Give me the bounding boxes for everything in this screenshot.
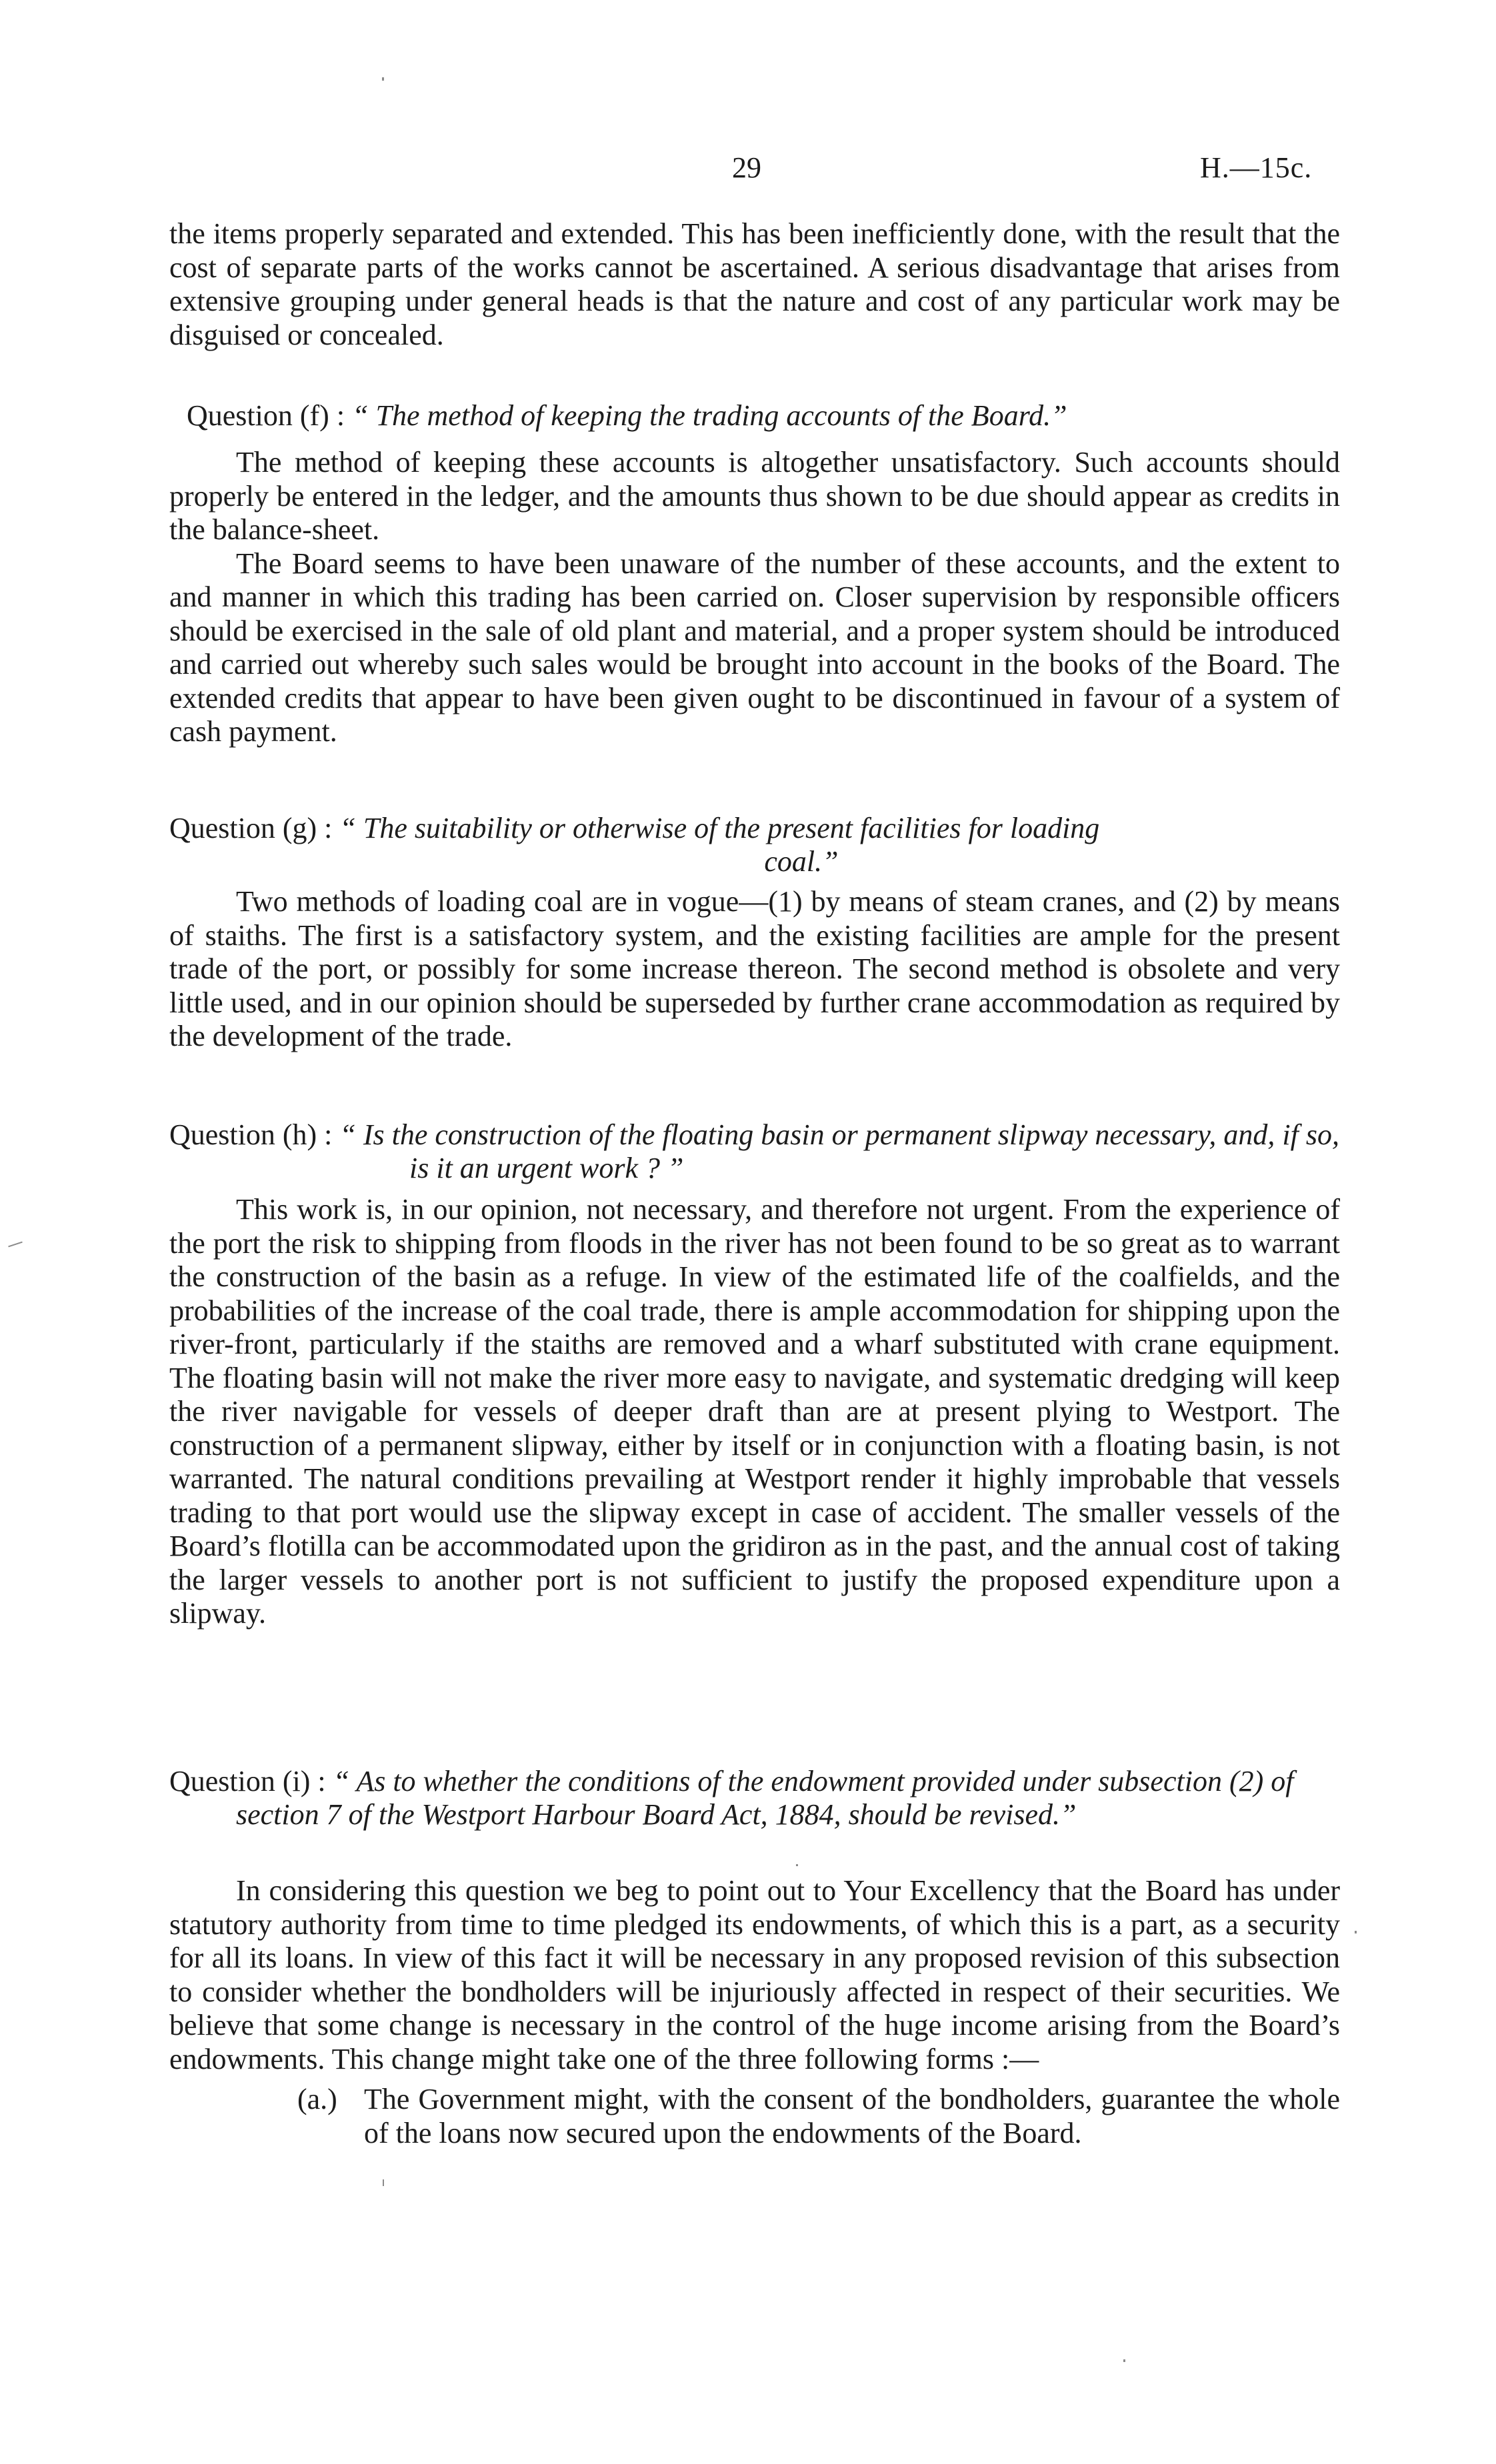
question-i-text: “ As to whether the conditions of the endowment provided under subsection (2) of section 7 of the Westport Harbour Board Act, 1884, should be revised.” xyxy=(236,1765,1294,1831)
intro-text: the items properly separated and extended. This has been inefficiently done, with the result that the cost of separate parts of the works cannot be ascertained. A serious disadvantage that arises from extensive grouping under general heads is that the nature and cost of any particular work may be disguised or concealed. xyxy=(169,217,1340,351)
question-i-answer xyxy=(169,1874,1340,2076)
h-paragraph-1: This work is, in our opinion, not necessary, and therefore not urgent. From the experience of the port the risk to shipping from floods in the river has not been found to be so great as to warrant the construction of the basin as a refuge. In view of the estimated life of the coalfields, and the probabilities of the increase of the coal trade, there is ample accommodation for shipping upon the river-front, particularly if the staiths are removed and a wharf substituted with crane equipment. The floating basin will not make the river more easy to navigate, and systematic dredging will keep the river navigable for vessels of deeper draft than are at present plying to Westport. The construction of a permanent slipway, either by itself or in conjunction with a floating basin, is not warranted. The natural conditions prevailing at Westport render it highly improbable that vessels trading to that port would use the slipway except in case of accident. The smaller vessels of the Board’s flotilla can be accommodated upon the gridiron as in the past, and the annual cost of taking the larger vessels to another port is not sufficient to justify the proposed expenditure upon a slipway. xyxy=(169,1193,1340,1630)
scan-speck xyxy=(1355,1931,1357,1933)
scan-speck xyxy=(1123,2359,1125,2362)
question-g-label: Question (g) : xyxy=(169,812,333,844)
question-g-text-line1: “ The suitability or otherwise of the present facilities for loading xyxy=(339,812,1100,844)
i-paragraph-1: In considering this question we beg to point out to Your Excellency that the Board has under statutory authority from time to time pledged its endowments, of which this is a part, as a security for all its loans. In view of this fact it will be necessary in any proposed revision of this subsection to consider whether the bondholders will be injuriously affected in respect of their securities. We believe that some change is necessary in the control of the huge income arising from the Board’s endowments. This change might take one of the three following forms :— xyxy=(169,1874,1340,2075)
margin-mark xyxy=(8,1242,23,1248)
question-f-label: Question (f) : xyxy=(187,399,345,432)
question-f-heading xyxy=(169,399,1340,433)
question-g-text-line2: coal.” xyxy=(764,845,839,878)
page-number: 29 xyxy=(732,151,761,184)
list-item-a-label: (a.) xyxy=(297,2083,337,2115)
list-item-a-text: The Government might, with the consent of the bondholders, guarantee the whole of the loans now secured upon the endowments of the Board. xyxy=(364,2083,1340,2149)
question-h-label: Question (h) : xyxy=(169,1118,333,1151)
question-i-label: Question (i) : xyxy=(169,1765,326,1798)
question-h-heading xyxy=(169,1118,1340,1185)
question-f-answer xyxy=(169,446,1340,749)
f-paragraph-2: The Board seems to have been unaware of the number of these accounts, and the extent to and manner in which this trading has been carried on. Closer supervision by responsible officers should be exercised in the sale of old plant and material, and a proper system should be introduced and carried out whereby such sales would be brought into account in the books of the Board. The extended credits that appear to have been given ought to be discontinued in favour of a system of cash payment. xyxy=(169,547,1340,748)
list-item-a xyxy=(297,2083,1340,2150)
f-paragraph-1: The method of keeping these accounts is altogether unsatisfactory. Such accounts should properly be entered in the ledger, and the amounts thus shown to be due should appear as credits in the balance-sheet. xyxy=(169,446,1340,546)
scan-speck xyxy=(382,77,384,81)
document-reference: H.—15c. xyxy=(1200,151,1313,184)
question-h-text: “ Is the construction of the floating basin or permanent slipway necessary, and, if so, is it an urgent work ? ” xyxy=(339,1118,1339,1184)
scan-speck xyxy=(383,2179,384,2186)
question-h-answer xyxy=(169,1193,1340,1631)
question-g-heading xyxy=(169,812,1340,878)
g-paragraph-1: Two methods of loading coal are in vogue—(1) by means of steam cranes, and (2) by means of staiths. The first is a satisfactory system, and the existing facilities are ample for the present trade of the port, or possibly for some increase thereon. The second method is obsolete and very little used, and in our opinion should be superseded by further crane accommodation as required by the development of the trade. xyxy=(169,885,1340,1052)
question-i-heading xyxy=(169,1765,1340,1832)
intro-paragraph xyxy=(169,217,1340,352)
question-g-answer xyxy=(169,885,1340,1054)
question-f-text: “ The method of keeping the trading accounts of the Board.” xyxy=(352,399,1067,432)
scan-speck xyxy=(796,1864,798,1866)
